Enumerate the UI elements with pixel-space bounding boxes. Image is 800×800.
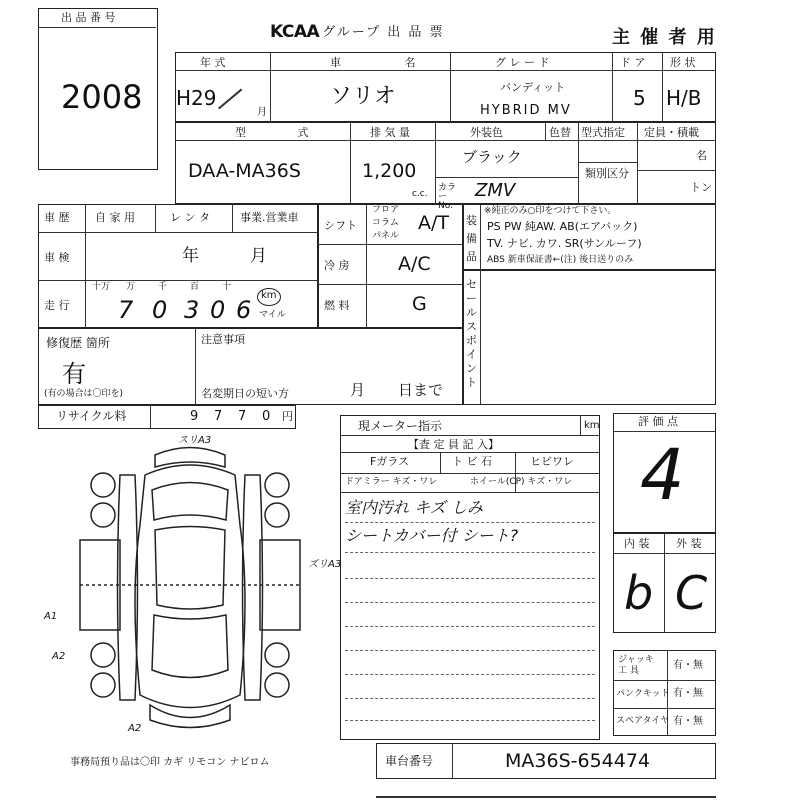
salespoint-box [463, 270, 716, 405]
car-diagram [40, 435, 340, 735]
header-side: 主 催 者 用 [612, 27, 717, 48]
inspection-label: 車 検 [44, 251, 70, 264]
category-label: 類別区分 [585, 167, 629, 180]
grade-label: グ レ ー ド [495, 56, 550, 69]
history-opt-business: 事業.営業車 [240, 211, 299, 224]
puncture-yesno: 有・無 [673, 688, 703, 699]
inspector-note1: 室内汚れ キズ しみ [345, 498, 483, 517]
recycle-digit: 9 [190, 409, 199, 424]
person-unit: 名 [696, 149, 707, 162]
color-label: 外装色 [470, 126, 503, 139]
equipment-label: 装備品 [466, 214, 477, 263]
aircon-value: A/C [398, 253, 431, 275]
lot-box [38, 8, 158, 170]
mileage-digit: 0 [152, 296, 168, 324]
shift-sub-column: コラム [372, 218, 399, 228]
caution-label: 注意事項 [201, 333, 245, 346]
model-label: 型 式 [235, 126, 333, 139]
footer-note: 事務局預り品は〇印 カギ リモコン ナビロム [70, 757, 270, 768]
crack-label: ヒビワレ [530, 455, 574, 468]
chassis-value: MA36S-654474 [505, 750, 651, 772]
meter-km: km [584, 420, 600, 431]
unit-1k: 千 [158, 282, 168, 292]
unit-100: 百 [190, 282, 200, 292]
equipment-line1: PS PW 純AW. AB(エアバック) [487, 220, 638, 233]
designation-label: 型式指定 [581, 126, 625, 139]
shift-sub-floor: フロア [372, 205, 400, 215]
inspection-year-unit: 年 [182, 246, 199, 266]
exterior-label: 外 装 [676, 537, 702, 550]
fglass-label: Fガラス [370, 455, 409, 468]
brand-logo: KCAA [270, 22, 320, 42]
lot-number: 2008 [61, 78, 143, 116]
disp-label: 排 気 量 [370, 126, 410, 139]
inspection-month-unit: 月 [250, 246, 267, 266]
interior-label: 内 装 [624, 537, 650, 550]
ton-unit: トン [690, 181, 712, 194]
month-unit: 月 [257, 107, 267, 118]
mileage-label: 走 行 [44, 299, 70, 312]
equipment-line2: TV. ナビ. カワ. SR(サンルーフ) [487, 237, 642, 250]
meter-label: 現メーター指示 [358, 419, 443, 433]
jack-yesno: 有・無 [673, 660, 703, 671]
expiry-day: 日まで [398, 381, 444, 399]
exterior-value: C [675, 566, 708, 620]
mile-unit: マイル [259, 310, 286, 320]
door-label: ド ア [620, 56, 646, 69]
unit-10: 十 [222, 282, 232, 292]
displacement-value: 1,200 [362, 160, 417, 182]
fuel-label: 燃 料 [324, 299, 350, 312]
color-no-label: カラーNo. [438, 183, 457, 211]
equipment-line3: ABS 新車保証書←(注) 後日送りのみ [487, 255, 634, 265]
tobi-label: ト ビ 石 [452, 455, 492, 468]
mileage-digit: 3 [184, 296, 200, 324]
history-opt-private: 自 家 用 [95, 211, 135, 224]
aircon-label: 冷 房 [324, 259, 350, 272]
repair-label: 修復歴 箇所 [46, 336, 110, 350]
shape-label: 形 状 [670, 56, 696, 69]
model-value: DAA-MA36S [188, 160, 301, 182]
recycle-digit: 0 [262, 409, 271, 424]
header-title: .グループ 出 品 票 [316, 25, 445, 40]
salespoint-label: セールスポイント [466, 278, 477, 389]
mileage-digit: 7 [118, 296, 134, 324]
fuel-value: G [412, 293, 427, 315]
recycle-unit: 円 [282, 410, 293, 423]
car-name: ソリオ [330, 84, 396, 109]
capacity-label: 定員・積載 [644, 126, 699, 139]
diagram-mark: A1 [44, 611, 58, 622]
unit-10k: 万 [126, 282, 136, 292]
door-value: 5 [633, 86, 646, 110]
history-label: 車 歴 [44, 211, 70, 224]
car-name-label: 車 名 [330, 56, 446, 69]
year-value: H29 [176, 86, 217, 110]
spare-yesno: 有・無 [673, 716, 703, 727]
grade-line2: HYBRID MV [480, 103, 572, 118]
mileage-digit: 6 [236, 296, 252, 324]
repair-note: (有の場合は〇印を) [44, 389, 124, 399]
wheel-label: ホイール(CP) キズ・ワレ [470, 477, 573, 487]
color-no-value: ZMV [475, 180, 516, 201]
diagram-mark: A2 [128, 723, 142, 734]
diagram-mark: A2 [52, 651, 66, 662]
inspector-note2: シートカバー付 シート? [345, 526, 519, 545]
shape-value: H/B [666, 86, 702, 110]
diagram-mark: スリA3 [178, 435, 212, 446]
spare-label: スペアタイヤ [616, 716, 670, 726]
expiry-label: 名変期日の短い方 [201, 387, 289, 400]
shift-value: A/T [418, 212, 450, 234]
jack-label: ジャッキ工 具 [618, 655, 654, 676]
repair-value: 有 [62, 360, 86, 388]
shift-label: シフト [324, 219, 357, 232]
interior-value: b [624, 566, 654, 620]
diagram-mark: ズリA3 [308, 559, 342, 570]
mirror-label: ドアミラー キズ・ワレ [345, 477, 438, 487]
recycle-label: リサイクル料 [56, 409, 127, 423]
recycle-digit: 7 [214, 409, 223, 424]
shift-sub-panel: パネル [372, 231, 400, 241]
unit-100k: 十万 [92, 282, 111, 292]
lot-label: 出 品 番 号 [61, 11, 116, 24]
expiry-month: 月 [350, 381, 366, 399]
recycle-digit: 7 [238, 409, 247, 424]
inspector-title: 【査 定 員 記 入】 [408, 438, 499, 451]
rating-value: 4 [640, 434, 685, 516]
km-unit: km [261, 290, 277, 301]
colorchg-label: 色替 [549, 126, 571, 139]
year-label: 年 式 [200, 56, 226, 69]
cc-unit: c.c. [412, 189, 428, 199]
rating-label: 評 価 点 [638, 415, 678, 428]
mileage-digit: 0 [210, 296, 226, 324]
equipment-note: ※純正のみ○印をつけて下さい。 [484, 206, 617, 216]
history-opt-rental: レ ン タ [170, 211, 210, 224]
grade-line1: バンディット [500, 81, 566, 94]
chassis-label: 車台番号 [385, 754, 434, 768]
color-value: ブラック [462, 148, 522, 166]
puncture-label: パンクキット [616, 689, 670, 699]
